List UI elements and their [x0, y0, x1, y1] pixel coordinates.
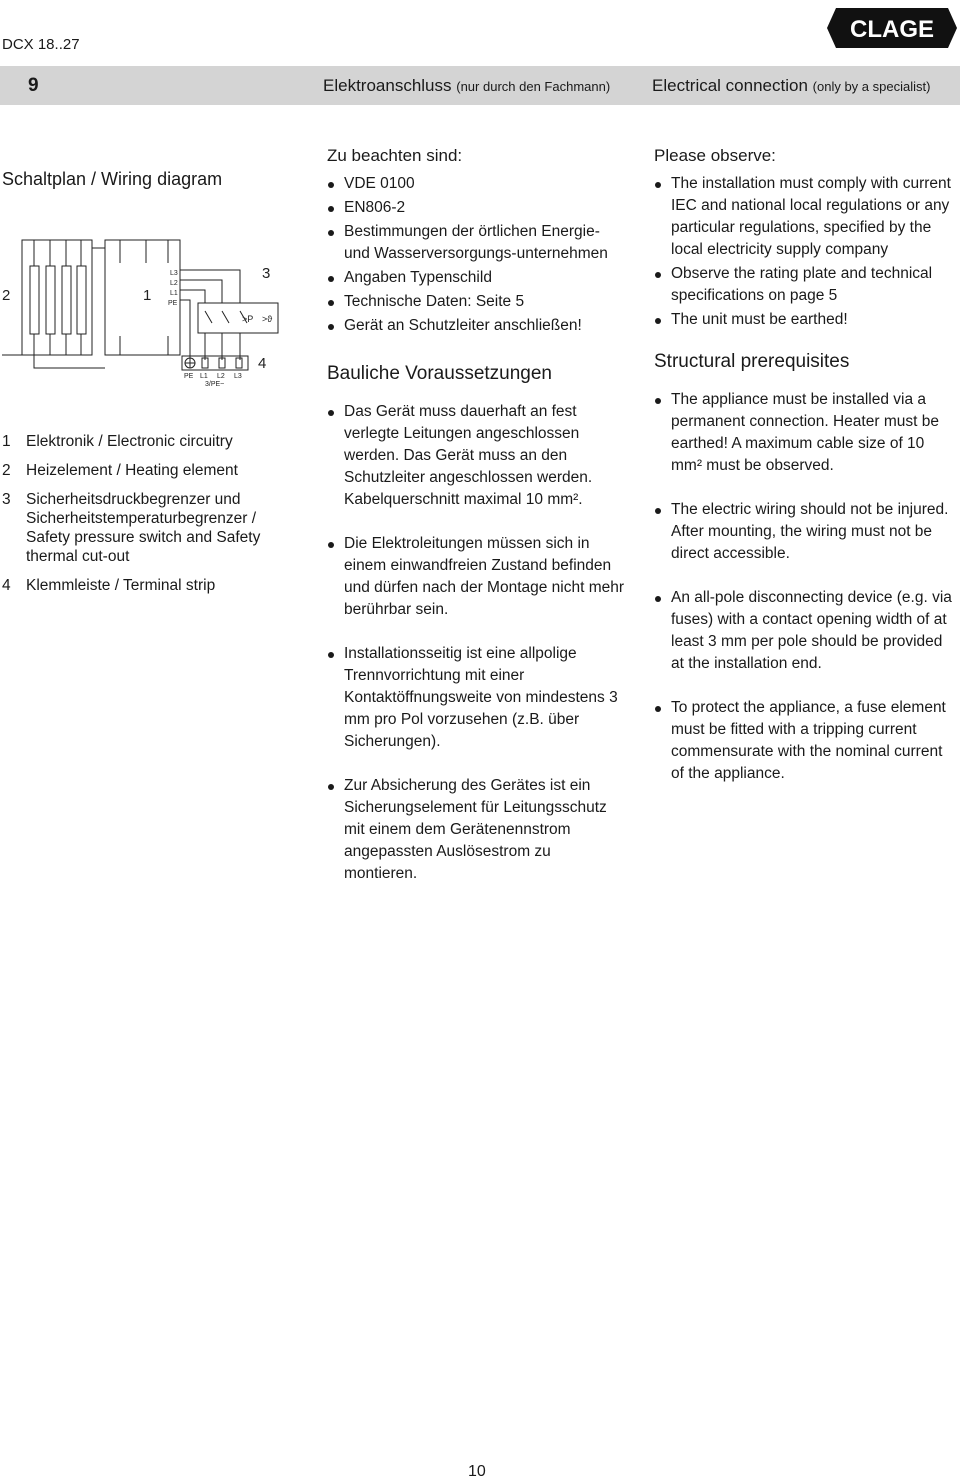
legend-item: 3 Sicherheitsdruckbegrenzer und Sicherheitstemperaturbegrenzer / Safety pressure switch and Safety thermal cut-out — [2, 491, 261, 565]
label-L3: L3 — [170, 270, 178, 277]
list-item: The electric wiring should not be injured. After mounting, the wiring must not be direct accessible. — [654, 499, 954, 565]
section-title-de: Elektroanschluss (nur durch den Fachmann) — [323, 76, 611, 95]
list-item: EN806-2 — [327, 197, 627, 219]
clage-logo — [826, 6, 958, 50]
list-item: Angaben Typenschild — [327, 267, 627, 289]
logo-text: CLAGE — [850, 16, 934, 43]
structural-list-de — [327, 401, 627, 885]
requirements-list-en — [654, 173, 954, 331]
terminal-label-L1: L1 — [200, 373, 208, 380]
label-temperature: >ϑ — [262, 314, 273, 324]
structural-title-de: Bauliche Voraussetzungen — [327, 363, 552, 384]
heating-coil — [30, 266, 39, 334]
diagram-legend — [2, 432, 292, 605]
label-PE: PE — [168, 300, 178, 307]
heating-coil — [62, 266, 71, 334]
section-header-bar — [0, 66, 960, 105]
list-item: The unit must be earthed! — [654, 309, 954, 331]
terminal-label-PE: PE — [184, 373, 194, 380]
callout-1: 1 — [143, 287, 152, 304]
observe-title-de: Zu beachten sind: — [327, 146, 463, 165]
list-item: An all-pole disconnecting device (e.g. via fuses) with a contact opening width of at least 3 mm per pole should be provided at the installation end. — [654, 587, 954, 675]
list-item: To protect the appliance, a fuse element must be fitted with a tripping current commensurate with the nominal current of the appliance. — [654, 697, 954, 785]
callout-2: 2 — [2, 287, 11, 304]
callout-3: 3 — [262, 265, 271, 282]
legend-item: 4 Klemmleiste / Terminal strip — [2, 577, 216, 594]
list-item: Die Elektroleitungen müssen sich in einem einwandfreien Zustand befinden und dürfen nach der Montage nicht mehr berührbar sein. — [327, 533, 627, 621]
observe-title-en: Please observe: — [654, 146, 776, 165]
document-code: DCX 18..27 — [2, 36, 80, 53]
legend-item: 1 Elektronik / Electronic circuitry — [2, 433, 233, 450]
list-item: Zur Absicherung des Gerätes ist ein Sicherungselement für Leitungsschutz mit einem dem Gerätenennstrom angepassten Auslösestrom zu montieren. — [327, 775, 627, 885]
label-L1: L1 — [170, 290, 178, 297]
callout-4: 4 — [258, 355, 267, 372]
terminal-label-L2: L2 — [217, 373, 225, 380]
requirements-list-de — [327, 173, 627, 337]
section-number: 9 — [28, 75, 39, 96]
list-item: The installation must comply with current IEC and national local regulations or any particular regulations, specified by the local electricity supply company — [654, 173, 954, 261]
list-item: Gerät an Schutzleiter anschließen! — [327, 315, 627, 337]
section-title-en: Electrical connection (only by a specialist) — [652, 76, 931, 95]
list-item: Technische Daten: Seite 5 — [327, 291, 627, 313]
list-item: VDE 0100 — [327, 173, 627, 195]
wiring-diagram — [0, 218, 290, 388]
english-column — [654, 145, 954, 807]
legend-item: 2 Heizelement / Heating element — [2, 462, 238, 479]
heating-coil — [46, 266, 55, 334]
structural-title-en: Structural prerequisites — [654, 351, 850, 372]
supply-label: 3/PE~ — [205, 381, 225, 388]
list-item: The appliance must be installed via a permanent connection. Heater must be earthed! A maximum cable size of 10 mm² must be observed. — [654, 389, 954, 477]
diagram-title: Schaltplan / Wiring diagram — [2, 169, 223, 189]
page-number: 10 — [468, 1463, 486, 1480]
terminal-label-L3: L3 — [234, 373, 242, 380]
label-L2: L2 — [170, 280, 178, 287]
structural-list-en — [654, 389, 954, 785]
label-pressure: >P — [242, 314, 254, 324]
list-item: Bestimmungen der örtlichen Energie- und Wasserversorgungs-unternehmen — [327, 221, 627, 265]
german-column — [327, 145, 627, 907]
heating-coil — [77, 266, 86, 334]
list-item: Observe the rating plate and technical specifications on page 5 — [654, 263, 954, 307]
list-item: Installationsseitig ist eine allpolige Trennvorrichtung mit einer Kontaktöffnungsweite von mindestens 3 mm pro Pol vorzusehen (z.B. über Sicherungen). — [327, 643, 627, 753]
list-item: Das Gerät muss dauerhaft an fest verlegte Leitungen angeschlossen werden. Das Gerät muss an den Schutzleiter angeschlossen werden. Kabelquerschnitt maximal 10 mm². — [327, 401, 627, 511]
